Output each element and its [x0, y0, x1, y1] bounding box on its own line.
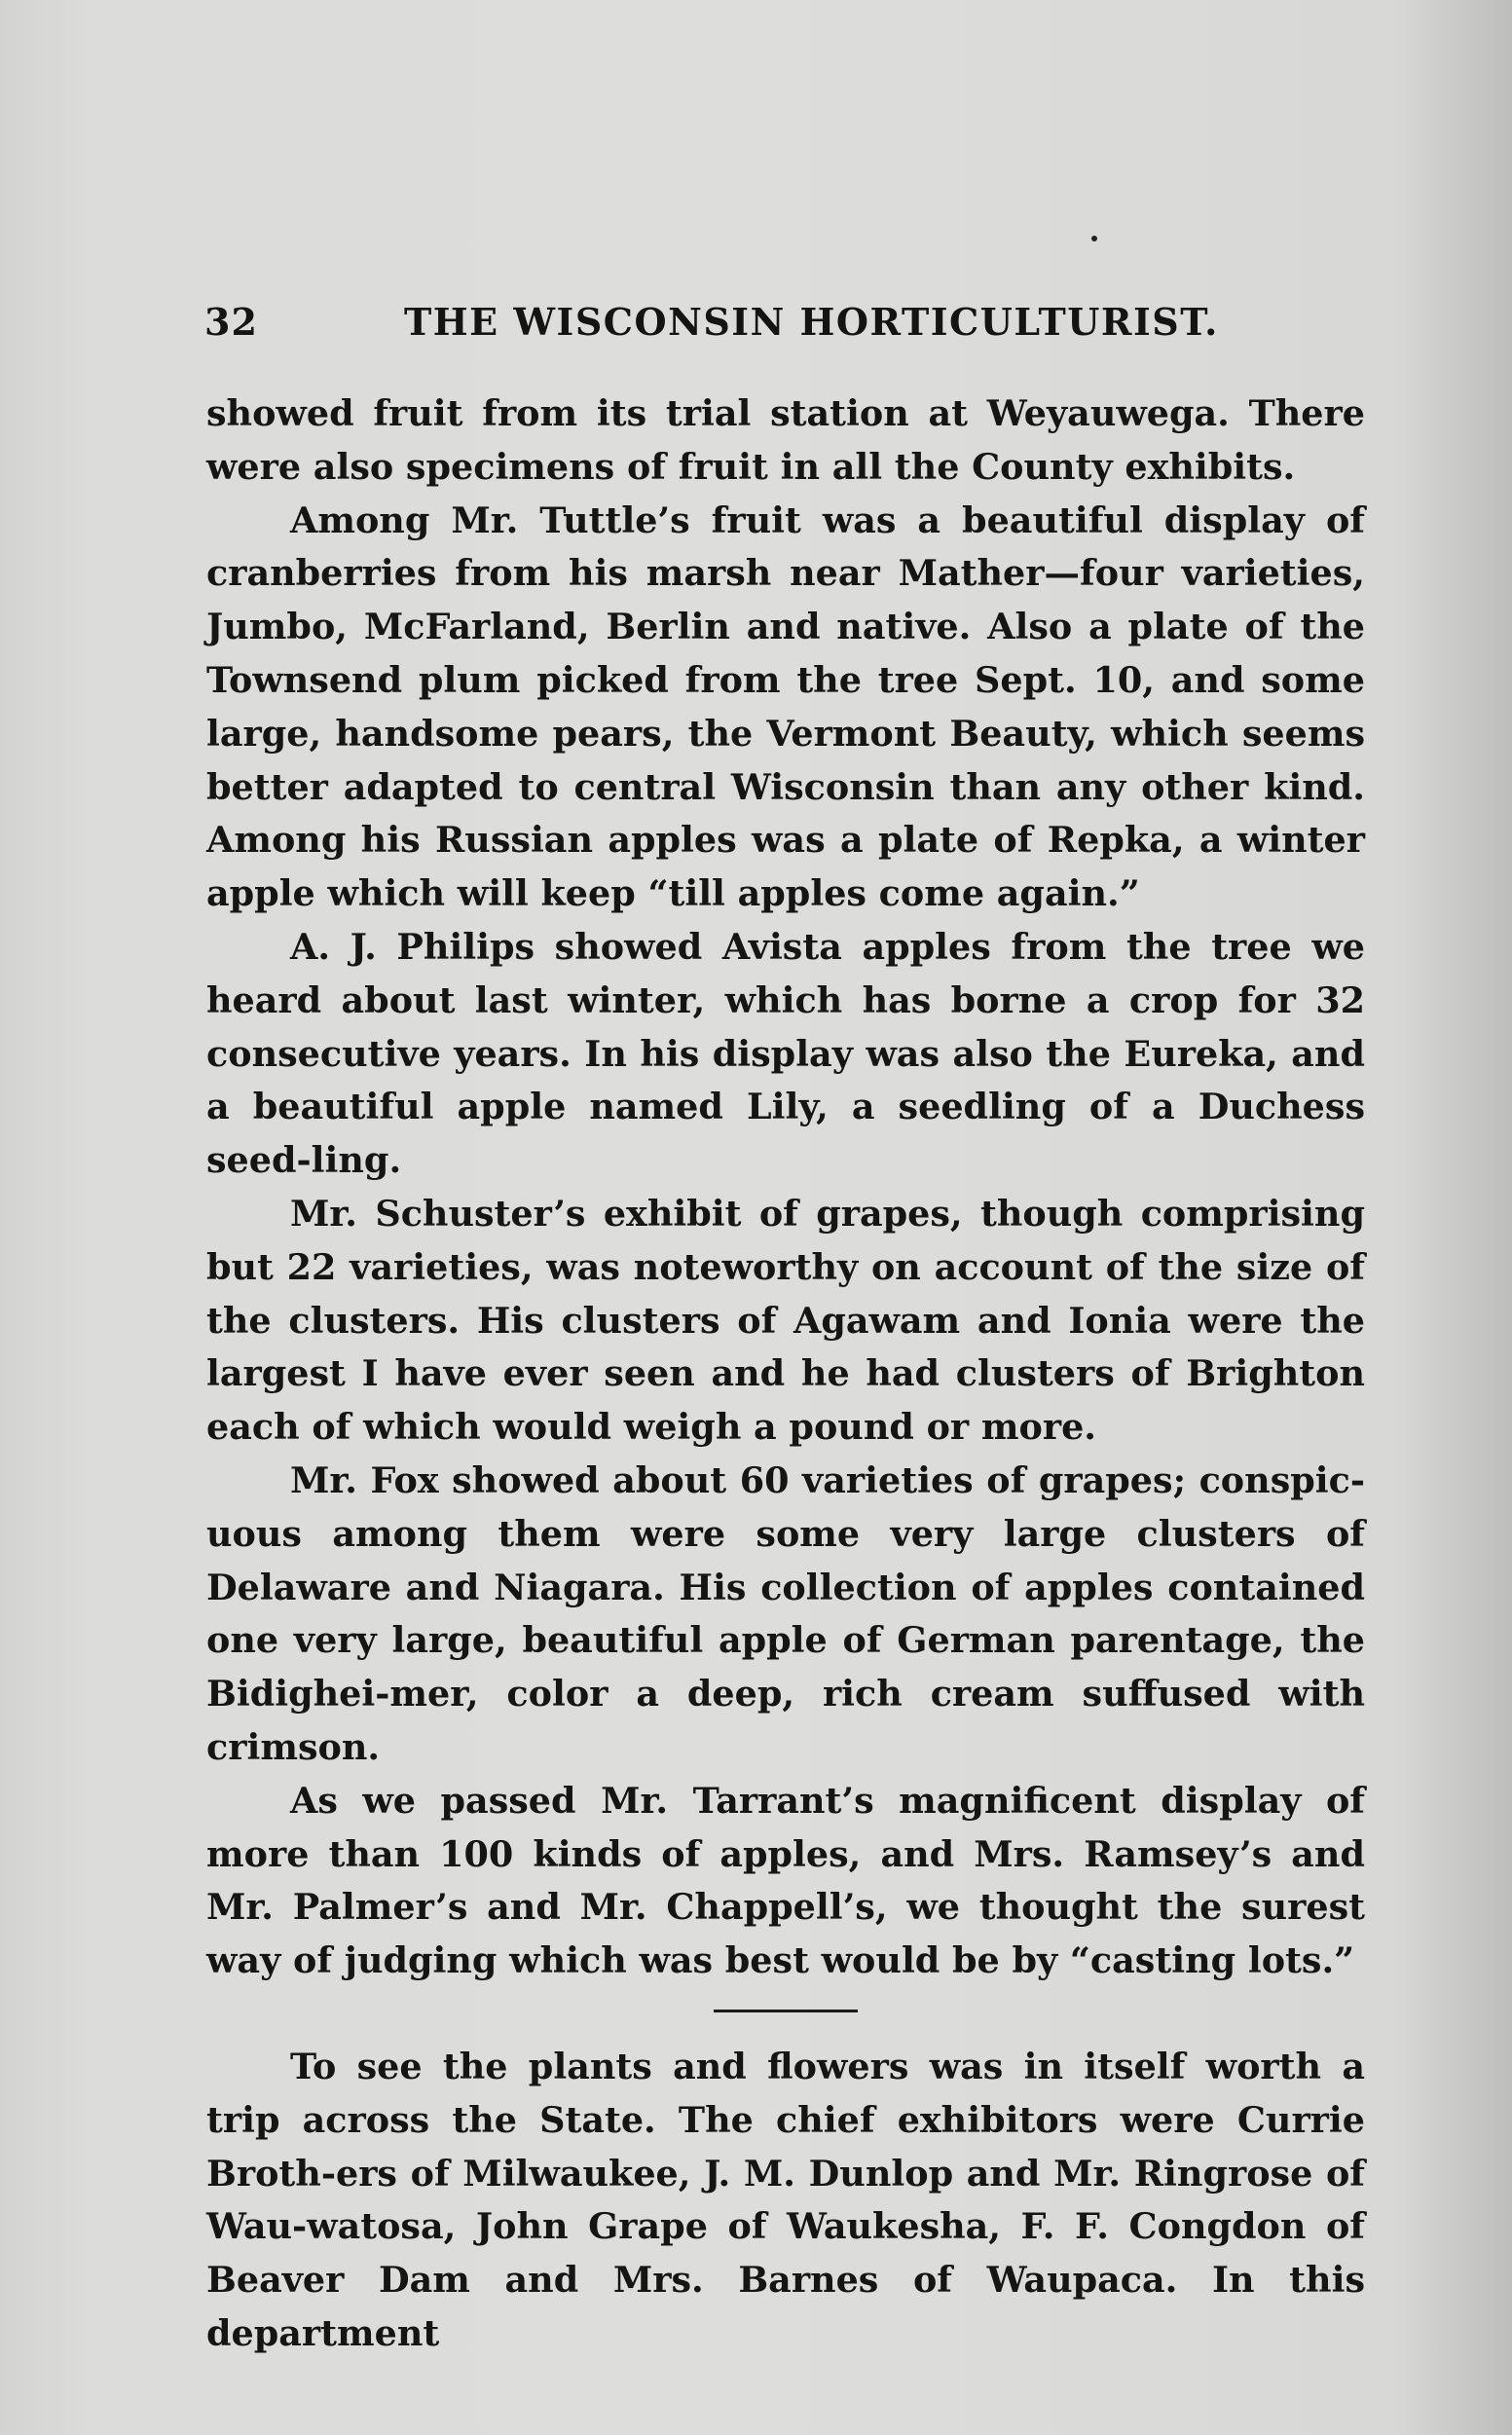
page-number: 32 — [204, 300, 258, 344]
paragraph-plants-flowers: To see the plants and flowers was in itself worth a trip across the State. The chief exhibitors were Currie Broth-ers of Milwaukee, J. M. Dunlop and Mr. Ringrose of Wau-watosa, John Grape of Waukesha, F. F. Congdon of Beaver Dam and Mrs. Barnes of Waupaca. In this department — [206, 2045, 1365, 2354]
paragraph-philips: A. J. Philips showed Avista apples from the tree we heard about last winter, which has borne a crop for 32 consecutive years. In his display was also the Eureka, and a beautiful apple named Lily, a seedling of a Duchess seed-ling. — [206, 925, 1365, 1182]
paragraph-schuster: Mr. Schuster’s exhibit of grapes, though comprising but 22 varieties, was noteworthy on account of the size of the clusters. His clusters of Agawam and Ionia were the largest I have ever seen and he had clusters of Brighton each of which would weigh a pound or more. — [206, 1192, 1365, 1449]
paragraph-continued: showed fruit from its trial station at Weyauwega. There were also specimens of fruit in all the County exhibits. — [206, 392, 1365, 488]
section-divider — [714, 2010, 858, 2012]
paragraph-fox: Mr. Fox showed about 60 varieties of grapes; conspic-uous among them were some very large clusters of Delaware and Niagara. His collection of apples contained one very large, beautiful apple of German parentage, the Bidighei-mer, color a deep, rich cream suffused with crimson. — [206, 1458, 1365, 1768]
ink-speck — [1091, 236, 1097, 241]
running-head — [204, 300, 1363, 349]
paragraph-tuttle: Among Mr. Tuttle’s fruit was a beautiful display of cranberries from his marsh near Mather—four varieties, Jumbo, McFarland, Berlin and native. Also a plate of the Townsend plum picked from the tree Sept. 10, and some large, handsome pears, the Vermont Beauty, which seems better adapted to central Wisconsin than any other kind. Among his Russian apples was a plate of Repka, a winter apple which will keep “till apples come again.” — [206, 498, 1365, 915]
running-title: THE WISCONSIN HORTICULTURIST. — [404, 300, 1219, 344]
paragraph-tarrant: As we passed Mr. Tarrant’s magnificent display of more than 100 kinds of apples, and Mrs. Ramsey’s and Mr. Palmer’s and Mr. Chappell’s, we thought the surest way of judging which was best would be by “casting lots.” — [206, 1779, 1365, 1982]
body-text — [206, 387, 1365, 2361]
